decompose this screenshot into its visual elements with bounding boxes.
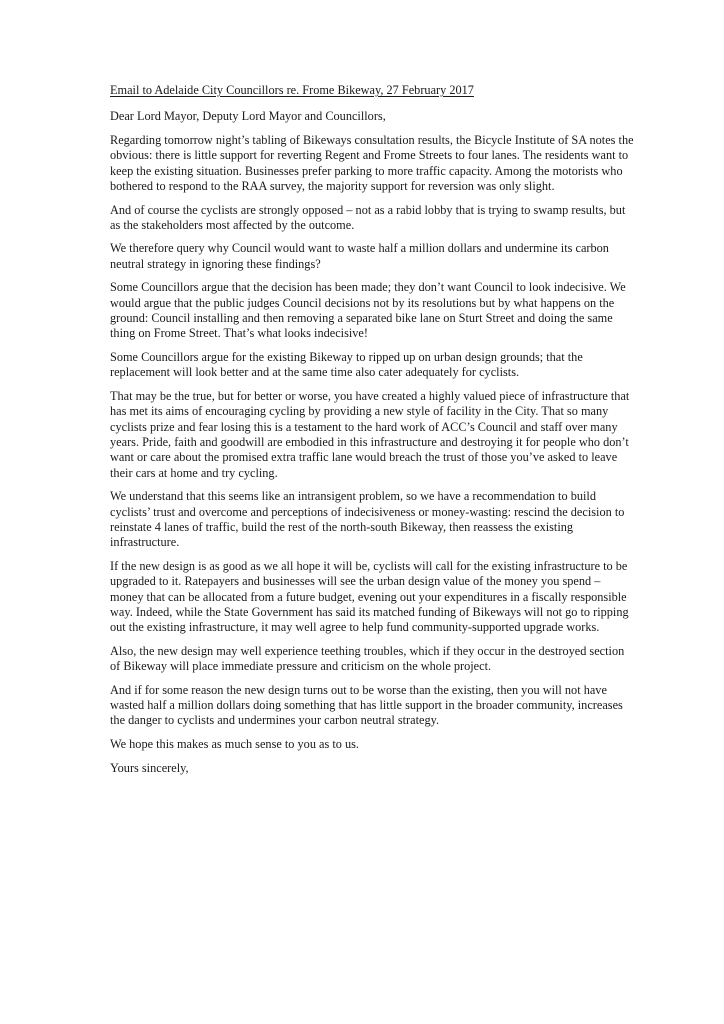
- paragraph-sense: We hope this makes as much sense to you as to us.: [110, 736, 360, 751]
- paragraph-query: We therefore query why Council would want to waste half a million dollars and undermine its carbon neutral strategy in ignoring these findings?: [110, 241, 609, 271]
- paragraph-indecisive: Some Councillors argue that the decision has been made; they don’t want Council to look indecisive. We would argue that the public judges Council decisions not by its resolutions but by what happens on the ground: Council installing and then removing a separated bike lane on Sturt Street and doing the same thing on Frome Street. That’s what looks indecisive!: [110, 280, 626, 341]
- paragraph-consultation-results: Regarding tomorrow night’s tabling of Bikeways consultation results, the Bicycle Institute of SA notes the obvious: there is little support for reverting Regent and Frome Streets to four lanes. The residents want to keep the existing situation. Businesses prefer parking to more traffic capacity. Among the motorists who bothered to respond to the RAA survey, the majority support for reversion was only slight.: [110, 133, 634, 194]
- paragraph-new-design: If the new design is as good as we all hope it will be, cyclists will call for the existing infrastructure to be upgraded to it. Ratepayers and businesses will see the urban design value of the money you spend – money that can be allocated from a future budget, evening out your expenditures in a fiscally responsible way. Indeed, while the State Government has said its matched funding of Bikeways will not go to ripping out the existing infrastructure, it may well agree to help fund community-supported upgrade works.: [110, 558, 629, 635]
- salutation: Dear Lord Mayor, Deputy Lord Mayor and Councillors,: [110, 108, 386, 123]
- paragraph-worse-design: And if for some reason the new design turns out to be worse than the existing, then you will not have wasted half a million dollars doing something that has little support in the broader community, increases the danger to cyclists and undermines your carbon neutral strategy.: [110, 682, 623, 728]
- paragraph-valued-infrastructure: That may be the true, but for better or worse, you have created a highly valued piece of infrastructure that has met its aims of encouraging cycling by providing a new style of facility in the City. That so many cyclists prize and fear losing this is a testament to the hard work of ACC’s Council and staff over many years. Pride, faith and goodwill are embodied in this infrastructure and destroying it for people who don’t want or care about the promised extra traffic lane would breach the trust of those you’ve asked to leave their cars at home and try cycling.: [110, 388, 630, 480]
- letter-title: Email to Adelaide City Councillors re. Frome Bikeway, 27 February 2017: [110, 83, 474, 97]
- paragraph-recommendation: We understand that this seems like an intransigent problem, so we have a recommendation to build cyclists’ trust and overcome and perceptions of indecisiveness or money-wasting: rescind the decision to reinstate 4 lanes of traffic, build the rest of the north-south Bikeway, then reassess the existing infrastructure.: [110, 489, 625, 550]
- paragraph-teething-troubles: Also, the new design may well experience teething troubles, which if they occur in the destroyed section of Bikeway will place immediate pressure and criticism on the whole project.: [110, 643, 625, 674]
- closing: Yours sincerely,: [110, 761, 189, 776]
- paragraph-urban-design: Some Councillors argue for the existing Bikeway to ripped up on urban design grounds; that the replacement will look better and at the same time also cater adequately for cyclists.: [110, 349, 583, 380]
- paragraph-cyclists-opposed: And of course the cyclists are strongly opposed – not as a rabid lobby that is trying to swamp results, but as the stakeholders most affected by the outcome.: [110, 202, 626, 233]
